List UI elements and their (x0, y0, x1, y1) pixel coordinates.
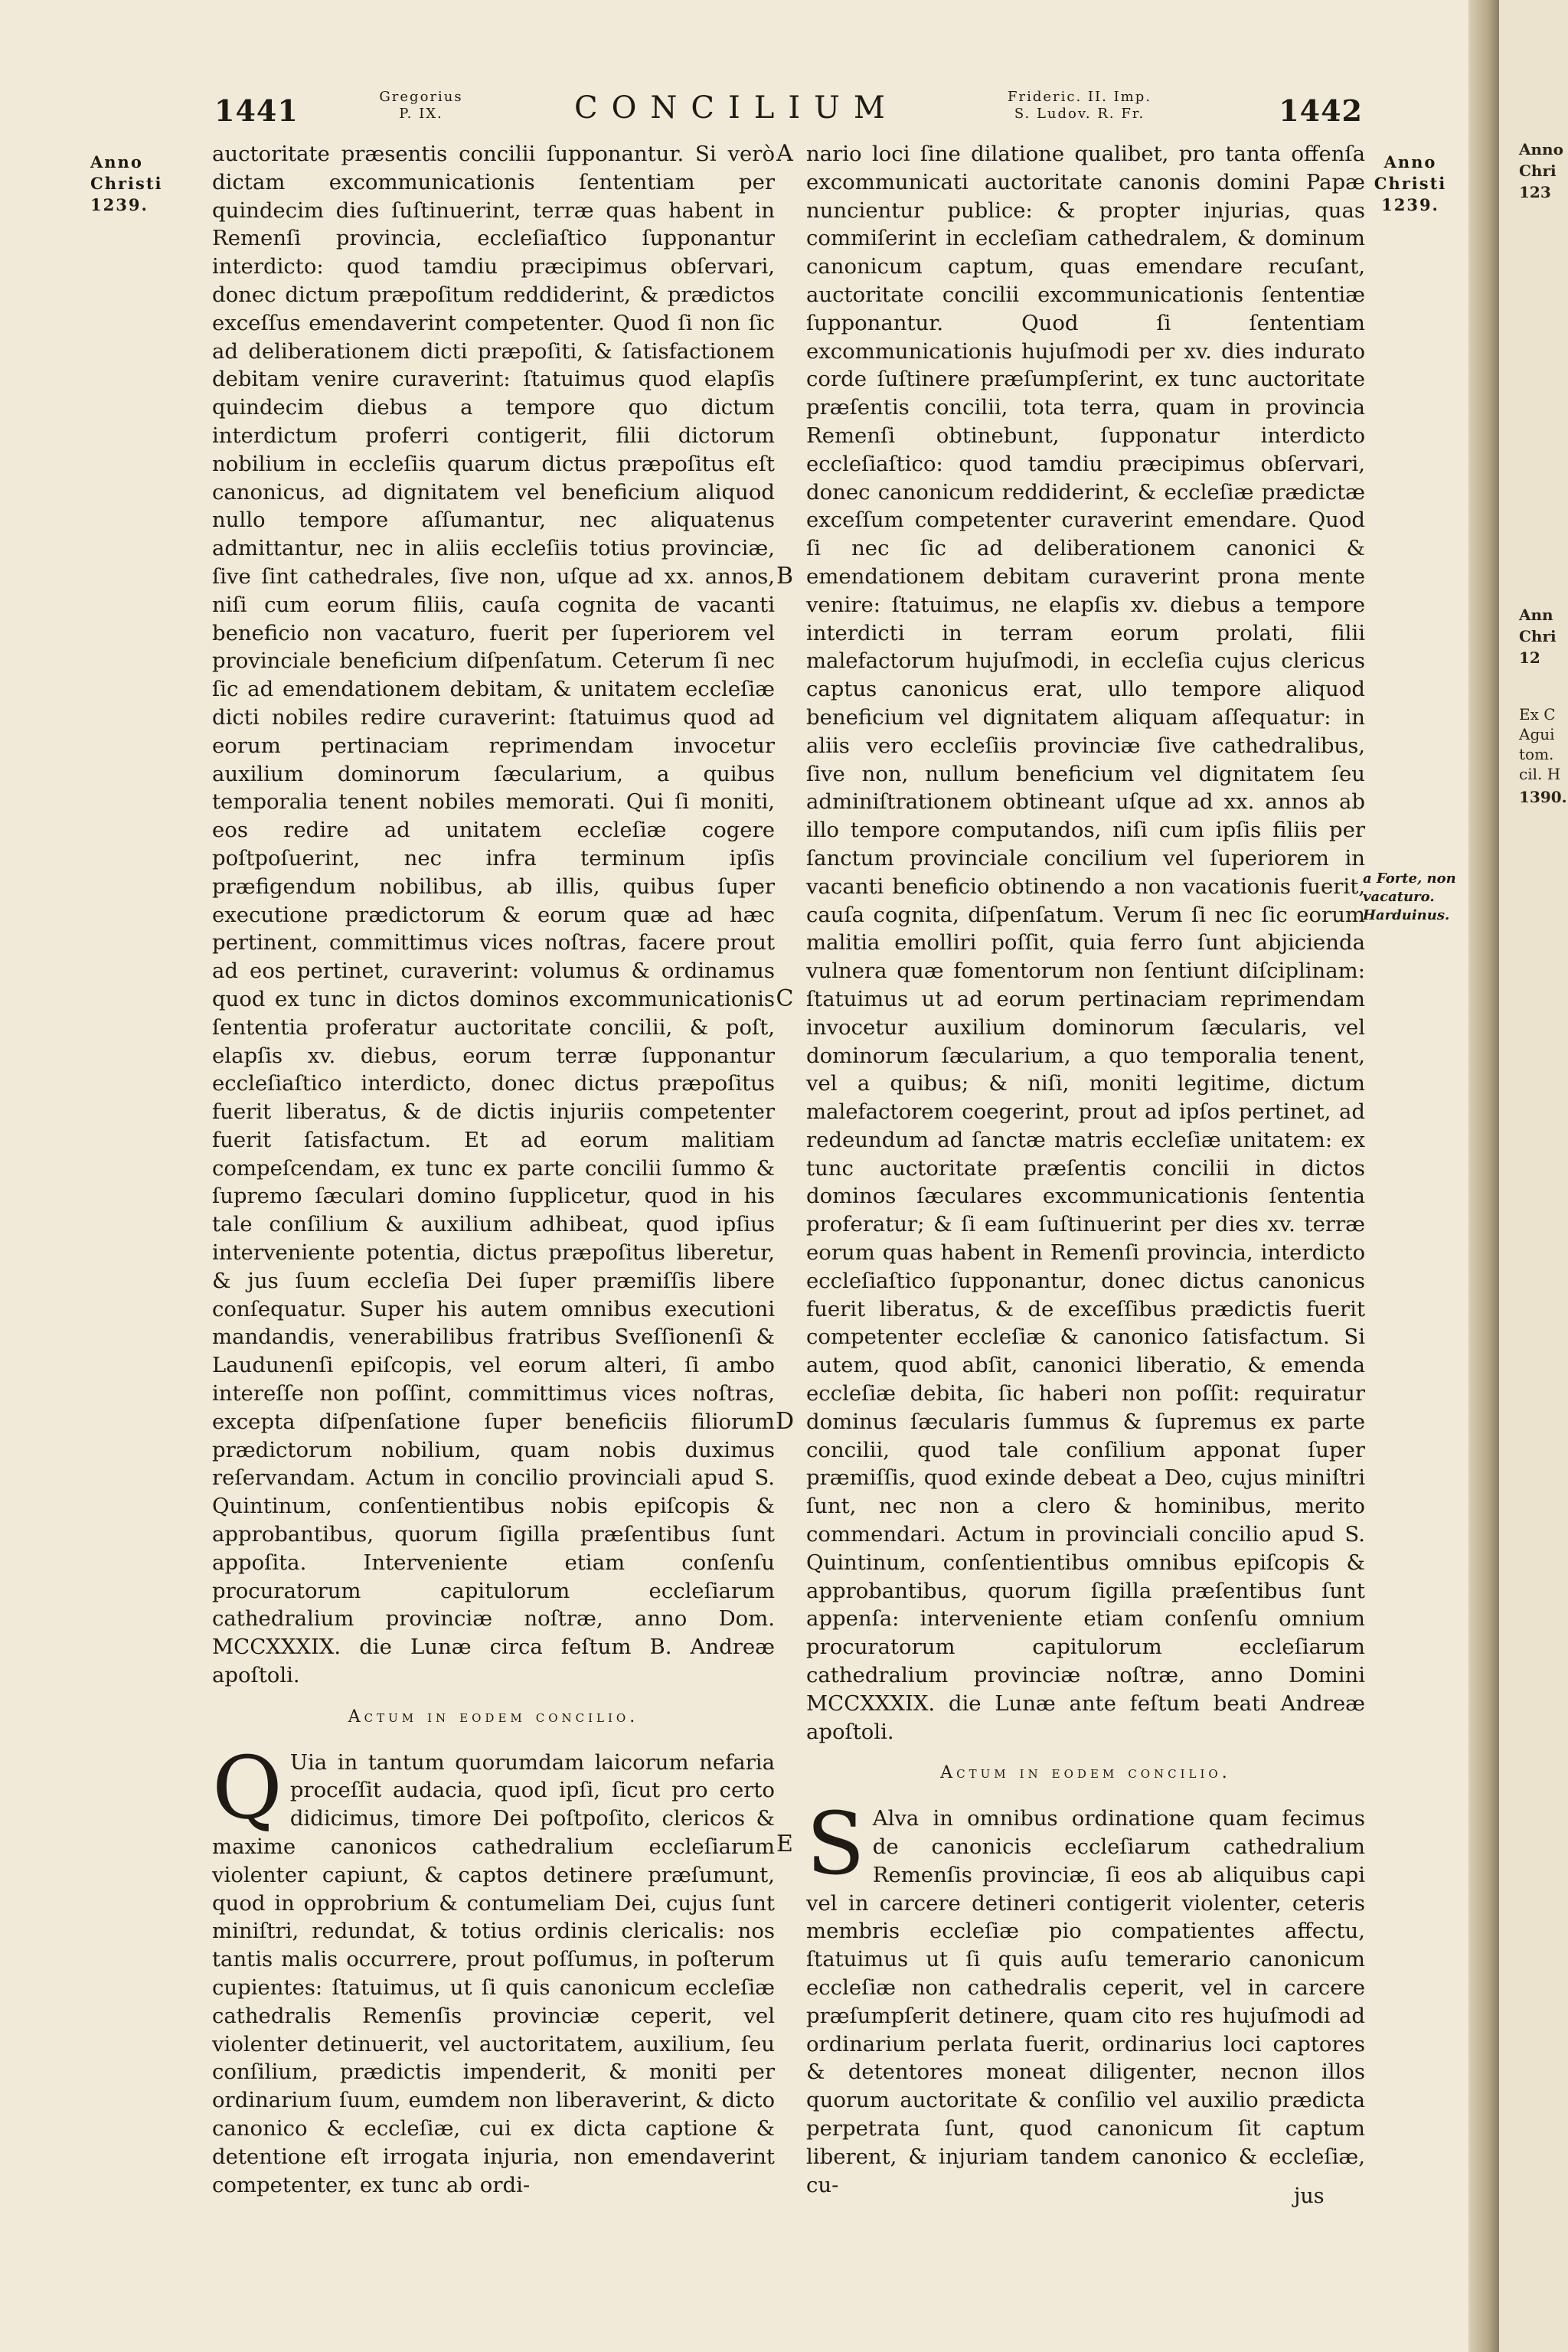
right-running-head: Frideric. II. Imp. S. Ludov. R. Fr. (1008, 89, 1152, 122)
next-page-line: tom. (1519, 745, 1554, 763)
left-section-heading: Actum in eodem concilio. (348, 1707, 639, 1726)
next-page-line: 1390. (1519, 788, 1567, 806)
next-page-line: Agui (1519, 725, 1555, 743)
section-letter-d: D (775, 1408, 795, 1435)
left-paragraph-2-text: Uia in tantum quorumdam laicorum nefaria proceſſit audacia, quod ipſi, ſicut pro certo didicimus, timore Dei poſtpoſito, clericos & maxime canonicos cathedralium eccleſiarum violenter capiunt, & captos detinere præſumunt, quod in opprobrium & contumeliam Dei, cujus ſunt miniſtri, redundat, & totius ordinis clericalis: nos tantis malis occurrere, prout poſſumus, in poſterum cupientes: ſtatuimus, ut ſi quis canonicum eccleſiæ cathedralis Remenſis provinciæ ceperit, vel violenter detinuerit, vel auctoritatem, auxilium, ſeu conſilium, prædictis impenderit, & moniti per ordinarium ſuum, eumdem non liberaverint, & dicto canonico & eccleſiæ, cui ex dicta captione & detentione eſt irrogata injuria, non emendaverint competenter, ex tunc ab ordi- (212, 1749, 775, 2197)
next-page-line: Ex C (1519, 705, 1556, 724)
next-page-line: Chri (1519, 162, 1557, 180)
right-section-heading: Actum in eodem concilio. (940, 1763, 1231, 1783)
section-letter-e: E (776, 1831, 793, 1857)
section-letter-c: C (776, 985, 794, 1012)
right-paragraph-1: nario loci ſine dilatione qualibet, pro tanta offenſa excommunicati auctoritate canonis domini Papæ nuncientur publice: & propter injurias, quas commiſerint in eccleſiam cathedralem, & dominum canonicum captum, quas emendare recuſant, auctoritate concilii excommunicationis ſententiæ ſupponantur. Quod ſi ſententiam excommunicationis hujuſmodi per xv. dies indurato corde ſuſtinere præſumpſerint, ex tunc auctoritate præſentis concilii, tota terra, quam in provincia Remenſi obtinebunt, ſupponatur interdicto eccleſiaſtico: quod tamdiu præcipimus obſervari, donec canonicum reddiderint, & eccleſiæ prædictæ exceſſum competenter curaverint emendare. Quod ſi nec ſic ad deliberationem canonici & emendationem debitam curaverint prona mente venire: ſtatuimus, ne elapſis xv. diebus a tempore interdicti in terram eorum prolati, filii malefactorum hujuſmodi, in eccleſia cujus clericus captus canonicus erat, ullo tempore aliquod beneficium vel dignitatem aliquam aſſequatur: in aliis vero eccleſiis provinciæ ſive cathedralibus, ſive non, nullum beneficium vel dignitatem ſeu adminiſtrationem obtineant uſque ad xx. annos ab illo tempore computandos, niſi cum ipſis filiis per ſanctum provinciale concilium vel ſuperiorem in vacanti beneficio obtinendo a non vacationis fuerit, cauſa cognita, diſpenſatum. Verum ſi nec ſic eorum malitia emolliri poſſit, quia ferro ſunt abjicienda vulnera quæ fomentorum non ſentiunt diſciplinam: ſtatuimus ut ad eorum pertinaciam reprimendam invocetur auxilium dominorum ſæcularis, vel dominorum ſæcularium, a quo temporalia tenent, vel a quibus; & niſi, moniti legitime, dictum malefactorem coegerint, prout ad ipſos pertinet, ad redeundum ad ſanctæ matris eccleſiæ unitatem: ex tunc auctoritate præſentis concilii in dictos dominos ſæculares excommunicationis ſententia proferatur; & ſi eam ſuſtinuerint per dies xv. terræ eorum quas habent in Remenſi provincia, interdicto eccleſiaſtico ſupponantur, donec dictus canonicus fuerit liberatus, & de exceſſibus prædictis fuerit competenter eccleſiæ & canonico ſatisfactum. Si autem, quod abſit, canonici liberatio, & emenda eccleſiæ debita, ſic haberi non poſſit: requiratur dominus ſæcularis ſummus & ſupremus ex parte concilii, quod tale conſilium apponat ſuper præmiſſis, quod exinde debeat a Deo, cujus miniſtri ſunt, nec non a clero & hominibus, merito commendari. Actum in provinciali concilio apud S. Quintinum, conſentientibus omnibus epiſcopis & approbantibus, quorum ſigilla præſentibus ſunt appenſa: interveniente etiam conſenſu omnium procuratorum capitulorum eccleſiarum cathedralium provinciæ noſtræ, anno Domini MCCXXXIX. die Lunæ ante feſtum beati Andreæ apoſtoli. (806, 142, 1365, 1744)
next-page-line: 123 (1519, 183, 1551, 201)
drop-cap-q: Q (212, 1738, 283, 1838)
drop-cap-s: S (806, 1795, 865, 1895)
section-letter-a: A (776, 140, 793, 167)
margin-footnote: a Forte, non vacaturo. Harduinus. (1363, 871, 1456, 923)
left-paragraph-1: auctoritate præsentis concilii ſupponantur. Si verò dictam excommunicationis ſententiam per quindecim dies ſuſtinuerint, terræ quas habent in Remenſi provincia, eccleſiaſtico ſupponantur interdicto: quod tamdiu præcipimus obſervari, donec dictum præpoſitum reddiderint, & prædictos exceſſus emendaverint competenter. Quod ſi non ſic ad deliberationem dicti præpoſiti, & ſatisfactionem debitam venire curaverint: ſtatuimus quod elapſis quindecim diebus a tempore quo dictum interdictum proferri contigerit, filii dictorum nobilium in eccleſiis quarum dictus præpoſitus eſt canonicus, ad dignitatem vel beneficium aliquod nullo tempore aſſumantur, nec aliquatenus admittantur, nec in aliis eccleſiis totius provinciæ, ſive ſint cathedrales, ſive non, uſque ad xx. annos, niſi cum eorum filiis, cauſa cognita de vacanti beneficio non vacaturo, fuerit per ſuperiorem vel provinciale beneficium diſpenſatum. Ceterum ſi nec ſic ad emendationem debitam, & unitatem eccleſiæ dicti nobiles redire curaverint: ſtatuimus quod ad eorum pertinaciam reprimendam invocetur auxilium dominorum ſæcularium, a quibus temporalia tenent nobiles memorati. Qui ſi moniti, eos redire ad unitatem eccleſiæ cogere poſtpoſuerint, nec infra terminum ipſis præfigendum nobilibus, ab illis, quibus ſuper executione prædictorum & eorum quæ ad hæc pertinent, committimus vices noſtras, facere prout ad eos pertinet, curaverint: volumus & ordinamus quod ex tunc in dictos dominos excommunicationis ſententia proferatur auctoritate concilii, & poſt, elapſis xv. diebus, eorum terræ ſupponantur eccleſiaſtico interdicto, donec dictus præpoſitus fuerit liberatus, & de dictis injuriis competenter fuerit ſatisfactum. Et ad eorum malitiam compeſcendam, ex tunc ex parte concilii ſummo & ſupremo ſæculari domino ſupplicetur, quod in his tale conſilium & auxilium adhibeat, quod ipſius interveniente potentia, dictus præpoſitus liberetur, & jus ſuum eccleſia Dei ſuper præmiſſis libere conſequatur. Super his autem omnibus executioni mandandis, venerabilibus fratribus Sveſſionenſi & Laudunenſi epiſcopis, vel eorum alteri, ſi ambo intereſſe non poſſint, committimus vices noſtras, excepta diſpenſatione ſuper beneficiis filiorum prædictorum nobilium, quam nobis duximus reſervandam. Actum in concilio provinciali apud S. Quintinum, conſentientibus nobis epiſcopis & approbantibus, quorum ſigilla præſentibus ſunt appoſita. Interveniente etiam conſenſu procuratorum capitulorum eccleſiarum cathedralium provinciæ noſtræ, anno Dom. MCCXXXIX. die Lunæ circa feſtum B. Andreæ apoſtoli. (212, 142, 775, 1688)
right-paragraph-2 (806, 1795, 1365, 2199)
right-page-number: 1442 (1279, 93, 1363, 128)
right-margin-year: Anno Christi 1239. (1374, 152, 1447, 214)
section-letter-b: B (776, 563, 794, 590)
right-column (806, 140, 1365, 2199)
page-title: CONCILIUM (574, 90, 899, 126)
left-margin-year: Anno Christi 1239. (90, 152, 163, 214)
left-running-head: Gregorius P. IX. (379, 89, 463, 122)
next-page-edge (1499, 0, 1568, 2352)
next-page-line: Anno (1519, 140, 1563, 158)
running-header (199, 84, 1363, 138)
left-page-number: 1441 (214, 93, 299, 128)
book-gutter (1468, 0, 1499, 2352)
catchword: jus (1294, 2184, 1325, 2208)
right-paragraph-2-text: Alva in omnibus ordinatione quam fecimus de canonicis eccleſiarum cathedralium Remenſis provinciæ, ſi eos ab aliquibus capi vel in carcere detineri contigerit violenter, ceteris membris eccleſiæ pio compatientes affectu, ſtatuimus ut ſi quis auſu temerario canonicum eccleſiæ non cathedralis ceperit, vel in carcere præſumpſerit detinere, quam cito res hujuſmodi ad ordinarium perlata fuerit, ordinarius loci captores & detentores moneat diligenter, necnon illos quorum auctoritate & conſilio vel auxilio prædicta perpetrata ſunt, quod canonicum ſit captum liberent, & injuriam tandem canonico & eccleſiæ, cu- (806, 1806, 1365, 2197)
next-page-line: Ann (1519, 606, 1553, 624)
next-page-line: 12 (1519, 648, 1540, 667)
left-column (212, 140, 775, 2199)
left-paragraph-2 (212, 1738, 775, 2200)
next-page-line: Chri (1519, 627, 1557, 645)
next-page-line: cil. H (1519, 765, 1561, 783)
